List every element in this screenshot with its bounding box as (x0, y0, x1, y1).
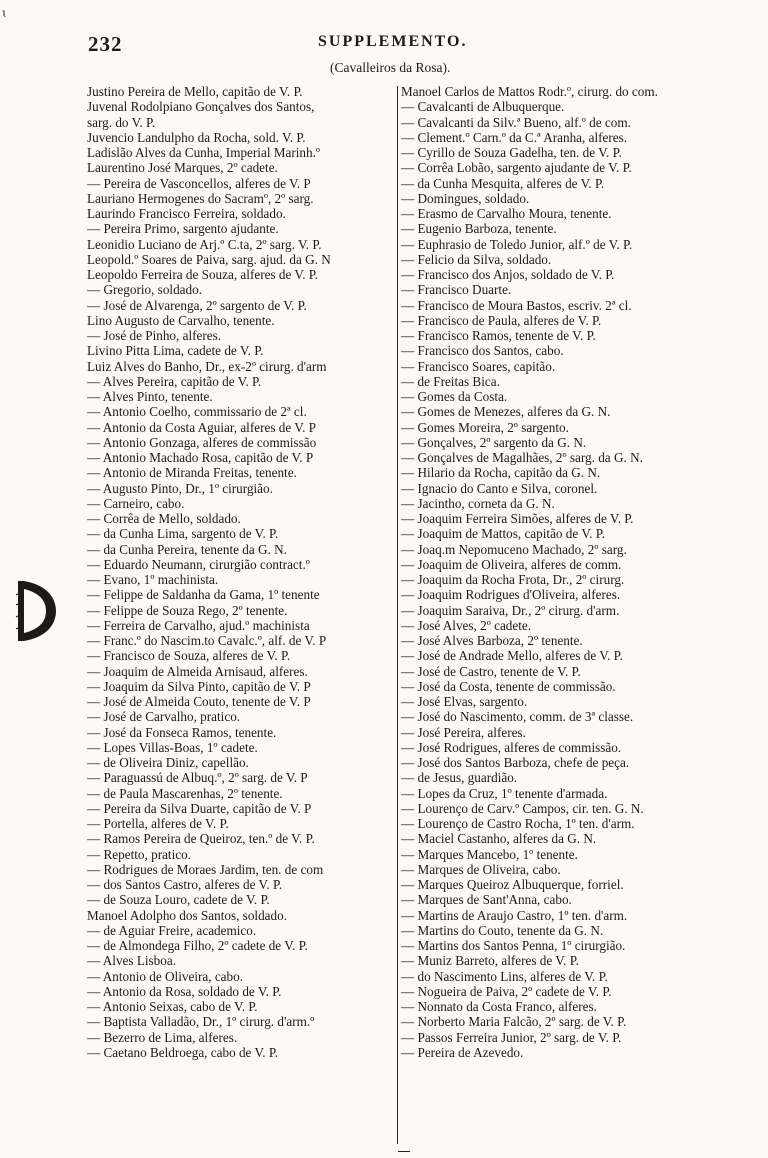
roster-entry: — Joaquim Ferreira Simões, alferes de V. P. (401, 511, 634, 526)
roster-entry: — José de Castro, tenente de V. P. (401, 663, 581, 679)
section-subtitle: (Cavalleiros da Rosa). (330, 60, 451, 75)
roster-entry: sarg. do V. P. (87, 114, 156, 130)
roster-entry: — Francisco Soares, capitão. (401, 358, 556, 374)
printer-ornament-icon (14, 575, 58, 647)
roster-entry: — Erasmo de Carvalho Moura, tenente. (401, 206, 612, 221)
roster-entry: — da Cunha Mesquita, alferes de V. P. (401, 175, 605, 191)
roster-entry: — Lourenço de Carv.º Campos, cir. ten. G. N. (401, 800, 644, 816)
roster-entry: — Alves Lisboa. (87, 953, 177, 969)
roster-entry: — Bezerro de Lima, alferes. (87, 1029, 238, 1045)
roster-entry: — Maciel Castanho, alferes da G. N. (401, 831, 597, 847)
roster-entry: — Marques de Oliveira, cabo. (401, 861, 561, 877)
roster-entry: — Martins do Couto, tenente da G. N. (401, 922, 604, 938)
roster-entry: Manoel Carlos de Mattos Rodr.º, cirurg. do com. (401, 84, 658, 99)
roster-entry: — Ramos Pereira de Queiroz, ten.º de V. P. (87, 831, 315, 847)
roster-entry: — Felippe de Saldanha da Gama, 1º tenente (87, 587, 320, 603)
roster-entry: — Pereira de Vasconcellos, alferes de V. P (87, 175, 311, 191)
roster-entry: — Felicio da Silva, soldado. (401, 251, 552, 267)
roster-entry: — de Paula Mascarenhas, 2º tenente. (87, 785, 283, 801)
roster-entry: — Domingues, soldado. (401, 190, 530, 206)
roster-entry: — Corrêa Lobão, sargento ajudante de V. P. (401, 160, 632, 176)
roster-entry: — Francisco de Paula, alferes de V. P. (401, 312, 602, 328)
roster-entry: — José Pereira, alferes. (401, 724, 526, 740)
roster-entry: — José da Fonseca Ramos, tenente. (87, 724, 277, 740)
roster-entry: — Francisco de Souza, alferes de V. P. (87, 648, 291, 664)
roster-entry: — Lopes da Cruz, 1º tenente d'armada. (401, 785, 608, 801)
roster-entry: Manoel Adolpho dos Santos, soldado. (87, 907, 288, 923)
roster-entry: — Joaquim da Rocha Frota, Dr., 2º cirurg. (401, 572, 625, 587)
roster-entry: — Joaq.m Nepomuceno Machado, 2º sarg. (401, 541, 627, 557)
roster-entry: — Evano, 1º machinista. (87, 572, 219, 587)
roster-entry: — Carneiro, cabo. (87, 495, 185, 511)
roster-entry: — Passos Ferreira Junior, 2º sarg. de V. P. (401, 1029, 622, 1045)
roster-entry: — Francisco de Moura Bastos, escriv. 2ª cl. (401, 297, 632, 313)
roster-entry: — José Alves Barboza, 2º tenente. (401, 633, 583, 648)
roster-entry: — José dos Santos Barboza, chefe de peça. (401, 755, 630, 770)
roster-entry: — Nonnato da Costa Franco, alferes. (401, 999, 597, 1014)
roster-entry: — Antonio Gonzaga, alferes de commissão (87, 434, 317, 450)
roster-entry: — José de Carvalho, pratico. (87, 709, 241, 725)
roster-entry: — José de Pinho, alferes. (87, 328, 222, 343)
roster-entry: — José Alves, 2º cadete. (401, 617, 532, 633)
roster-entry: — Portella, alferes de V. P. (87, 816, 229, 831)
roster-entry: — Gonçalves de Magalhães, 2º sarg. da G. N. (401, 450, 643, 465)
roster-entry: — Cavalcanti da Silv.ª Bueno, alf.º de com. (401, 114, 631, 130)
roster-entry: — Antonio da Costa Aguiar, alferes de V. P (87, 419, 317, 435)
roster-entry: — Gregorio, soldado. (87, 282, 203, 298)
roster-entry: — Joaquim Saraiva, Dr., 2º cirurg. d'arm. (401, 602, 620, 618)
roster-entry: — de Freitas Bica. (401, 373, 500, 389)
roster-entry: — dos Santos Castro, alferes de V. P. (87, 877, 283, 892)
roster-entry: Leopold.º Soares de Paiva, sarg. ajud. da G. N (87, 251, 331, 267)
roster-entry: Laurindo Francisco Ferreira, soldado. (87, 206, 286, 221)
roster-entry: — Franc.º do Nascim.to Cavalc.º, alf. de V. P (87, 633, 327, 648)
roster-entry: — Antonio de Oliveira, cabo. (87, 968, 244, 984)
roster-entry: — Cavalcanti de Albuquerque. (401, 99, 565, 115)
roster-entry: — Clement.º Carn.º da C.ª Aranha, alferes. (401, 129, 628, 145)
roster-entry: — Norberto Maria Falcão, 2º sarg. de V. P. (401, 1014, 627, 1030)
roster-entry: — Francisco Duarte. (401, 282, 512, 298)
roster-entry: Livino Pitta Lima, cadete de V. P. (87, 343, 264, 359)
roster-entry: — Francisco dos Santos, cabo. (401, 343, 564, 359)
roster-entry: — de Almondega Filho, 2º cadete de V. P. (87, 938, 308, 953)
roster-entry: — Joaquim de Oliveira, alferes de comm. (401, 556, 622, 572)
roster-entry: — Marques Queiroz Albuquerque, forriel. (401, 877, 624, 892)
roster-entry: — Lourenço de Castro Rocha, 1º ten. d'arm. (401, 816, 635, 831)
roster-entry: — Antonio Machado Rosa, capitão de V. P (87, 450, 314, 465)
roster-entry: — Marques Mancebo, 1º tenente. (401, 846, 578, 862)
running-title: SUPPLEMENTO. (318, 33, 468, 50)
roster-entry: — Francisco Ramos, tenente de V. P. (401, 328, 596, 343)
roster-entry: — Pereira Primo, sargento ajudante. (87, 221, 279, 237)
roster-entry: — Pereira da Silva Duarte, capitão de V. P (87, 800, 312, 816)
roster-entry: — Eduardo Neumann, cirurgião contract.º (87, 556, 310, 572)
roster-entry: Ladislão Alves da Cunha, Imperial Marinh.º (87, 145, 320, 160)
roster-entry: — Hilario da Rocha, capitão da G. N. (401, 465, 601, 481)
roster-entry: — Cyrillo de Souza Gadelha, ten. de V. P. (401, 145, 622, 160)
roster-entry: Leonidio Luciano de Arj.º C.ta, 2º sarg. V. P. (87, 236, 322, 252)
roster-entry: — Gonçalves, 2º sargento da G. N. (401, 434, 587, 450)
roster-entry: Leopoldo Ferreira de Souza, alferes de V. P. (87, 267, 318, 282)
roster-entry: — Ferreira de Carvalho, ajud.º machinista (87, 617, 310, 633)
roster-entry: Justino Pereira de Mello, capitão de V. P. (87, 84, 303, 99)
roster-entry: — de Aguiar Freire, academico. (87, 922, 257, 938)
corner-mark: ɩ (2, 6, 7, 20)
roster-entry: — Marques de Sant'Anna, cabo. (401, 892, 572, 908)
roster-entry: Luiz Alves do Banho, Dr., ex-2º cirurg. d'arm (87, 358, 327, 374)
roster-entry: Lino Augusto de Carvalho, tenente. (87, 312, 275, 328)
roster-entry: — Joaquim de Mattos, capitão de V. P. (401, 526, 605, 542)
roster-entry: — Rodrigues de Moraes Jardim, ten. de com (87, 861, 324, 877)
left-column (87, 84, 393, 1060)
roster-entry: — Joaquim da Silva Pinto, capitão de V. P (87, 678, 311, 694)
roster-entry: — Gomes de Menezes, alferes da G. N. (401, 404, 611, 420)
roster-entry: — da Cunha Lima, sargento de V. P. (87, 526, 279, 542)
roster-entry: — de Souza Louro, cadete de V. P. (87, 892, 270, 908)
roster-entry: — José de Almeida Couto, tenente de V. P (87, 694, 311, 709)
roster-entry: — Baptista Valladão, Dr., 1º cirurg. d'arm.º (87, 1014, 315, 1030)
roster-entry: Juvencio Landulpho da Rocha, sold. V. P. (87, 129, 306, 145)
roster-entry: — Felippe de Souza Rego, 2º tenente. (87, 602, 288, 618)
roster-entry: — José Rodrigues, alferes de commissão. (401, 739, 622, 755)
roster-entry: — Alves Pinto, tenente. (87, 389, 213, 404)
roster-entry: — Joaquim Rodrigues d'Oliveira, alferes. (401, 587, 621, 603)
roster-entry: — Pereira de Azevedo. (401, 1044, 524, 1060)
roster-entry: — Martins dos Santos Penna, 1º cirurgião. (401, 938, 626, 953)
right-column (401, 84, 713, 1060)
roster-entry: — Muniz Barreto, alferes de V. P. (401, 953, 579, 969)
bottom-rule (398, 1151, 410, 1152)
roster-entry: — Gomes Moreira, 2º sargento. (401, 419, 569, 435)
column-divider (397, 86, 398, 1144)
roster-entry: — Caetano Beldroega, cabo de V. P. (87, 1044, 279, 1060)
roster-entry: — de Oliveira Diniz, capellão. (87, 755, 249, 770)
roster-entry: — Corrêa de Mello, soldado. (87, 511, 241, 526)
roster-entry: Juvenal Rodolpiano Gonçalves dos Santos, (87, 99, 315, 115)
roster-entry: — Martins de Araujo Castro, 1º ten. d'arm. (401, 907, 628, 923)
roster-entry: — Ignacio do Canto e Silva, coronel. (401, 480, 598, 496)
roster-entry: Laurentino José Marques, 2º cadete. (87, 160, 278, 176)
roster-entry: — Paraguassú de Albuq.º, 2º sarg. de V. P (87, 770, 308, 786)
roster-entry: — Antonio Seixas, cabo de V. P. (87, 999, 258, 1014)
roster-entry: — Francisco dos Anjos, soldado de V. P. (401, 267, 615, 282)
roster-entry: — da Cunha Pereira, tenente da G. N. (87, 541, 287, 557)
roster-entry: — Lopes Villas-Boas, 1º cadete. (87, 739, 258, 755)
roster-entry: — Nogueira de Paiva, 2º cadete de V. P. (401, 983, 612, 999)
roster-entry: Lauriano Hermogenes do Sacramº, 2º sarg. (87, 190, 314, 206)
roster-entry: — José da Costa, tenente de commissão. (401, 678, 616, 694)
roster-entry: — Jacintho, corneta da G. N. (401, 495, 555, 511)
roster-entry: — do Nascimento Lins, alferes de V. P. (401, 968, 608, 984)
roster-entry: — José de Alvarenga, 2º sargento de V. P. (87, 297, 307, 313)
roster-entry: — de Jesus, guardião. (401, 770, 518, 786)
page-number: 232 (88, 32, 123, 56)
roster-entry: — Augusto Pinto, Dr., 1º cirurgião. (87, 480, 273, 496)
roster-entry: — José de Andrade Mello, alferes de V. P. (401, 648, 623, 664)
roster-entry: — Eugenio Barboza, tenente. (401, 221, 557, 237)
roster-entry: — José do Nascimento, comm. de 3ª classe. (401, 709, 634, 725)
roster-entry: — Antonio Coelho, commissario de 2ª cl. (87, 404, 307, 420)
roster-entry: — Repetto, pratico. (87, 846, 192, 862)
roster-entry: — Alves Pereira, capitão de V. P. (87, 373, 262, 389)
roster-entry: — Joaquim de Almeida Arnisaud, alferes. (87, 663, 308, 679)
roster-entry: — Gomes da Costa. (401, 389, 508, 404)
roster-entry: — Euphrasio de Toledo Junior, alf.º de V. P. (401, 236, 633, 252)
roster-entry: — José Elvas, sargento. (401, 694, 528, 709)
roster-entry: — Antonio da Rosa, soldado de V. P. (87, 983, 282, 999)
roster-entry: — Antonio de Miranda Freitas, tenente. (87, 465, 297, 481)
